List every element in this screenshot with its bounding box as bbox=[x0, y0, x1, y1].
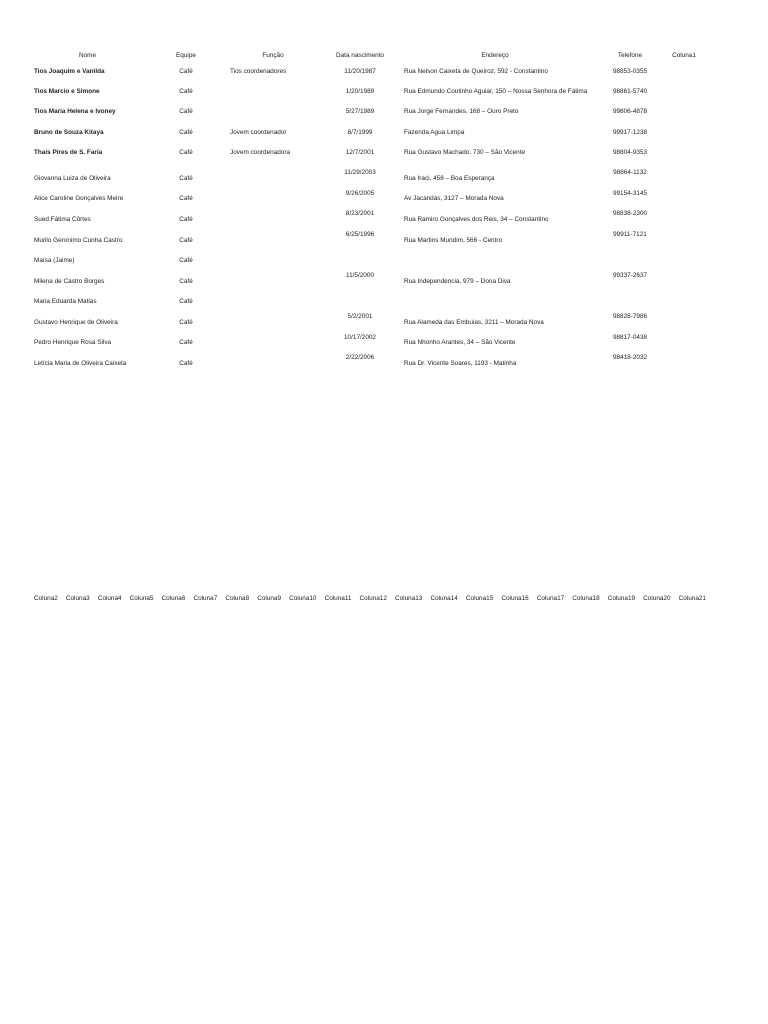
header-coluna1: Coluna1 bbox=[672, 52, 696, 59]
header-endereco: Endereço bbox=[481, 52, 509, 59]
column-header: Coluna16 bbox=[501, 595, 529, 602]
cell-equipe: Café bbox=[179, 68, 193, 75]
cell-endereco: Fazenda Agua Limpa bbox=[404, 129, 465, 136]
column-header: Coluna18 bbox=[572, 595, 600, 602]
cell-equipe: Café bbox=[179, 360, 193, 367]
column-header: Coluna20 bbox=[643, 595, 671, 602]
cell-endereco: Rua Independencia, 979 – Dona Diva bbox=[404, 278, 511, 285]
cell-data: 11/5/2000 bbox=[346, 272, 374, 279]
cell-telefone: 98817-0438 bbox=[612, 334, 648, 341]
cell-nome: Bruno de Souza Kitaya bbox=[34, 129, 104, 136]
column-header: Coluna7 bbox=[193, 595, 218, 602]
column-header: Coluna14 bbox=[430, 595, 458, 602]
cell-endereco: Rua Nelson Caixeta de Queiroz, 592 - Constantino bbox=[404, 68, 548, 75]
column-header: Coluna10 bbox=[289, 595, 317, 602]
cell-telefone: 98838-2300 bbox=[612, 210, 648, 217]
column-header: Coluna17 bbox=[536, 595, 565, 602]
cell-nome: Thaís Pires de S. Faria bbox=[34, 149, 103, 156]
extra-column-headers bbox=[34, 595, 712, 602]
cell-data: 10/17/2002 bbox=[344, 334, 376, 341]
cell-endereco: Rua Dr. Vicente Soares, 1193 - Matinha bbox=[404, 360, 517, 367]
cell-equipe: Café bbox=[179, 108, 193, 115]
cell-nome: Gustavo Henrique de Oliveira bbox=[34, 319, 118, 326]
cell-endereco: Rua Ramiro Gonçalves dos Reis, 34 – Constantino bbox=[404, 216, 549, 223]
column-header: Coluna4 bbox=[97, 595, 122, 602]
cell-data: 11/29/2003 bbox=[344, 169, 376, 176]
column-header: Coluna11 bbox=[324, 595, 352, 602]
cell-nome: Letícia Maria de Oliveira Caixeta bbox=[34, 360, 127, 367]
cell-data: 8/23/2001 bbox=[345, 210, 375, 217]
cell-endereco: Rua Edmundo Coutinho Aguiar, 150 – Nossa Senhora de Fátima bbox=[404, 88, 588, 95]
cell-endereco: Av Jacandás, 3127 – Morada Nova bbox=[404, 195, 504, 202]
column-header: Coluna5 bbox=[129, 595, 154, 602]
cell-funcao: Jovem coordenador bbox=[230, 129, 287, 136]
cell-nome: Tios Maria Helena e Ivoney bbox=[34, 108, 116, 115]
cell-telefone: 98828-7986 bbox=[612, 313, 648, 320]
column-header: Coluna8 bbox=[225, 595, 250, 602]
cell-funcao: Tios coordenadores bbox=[230, 68, 287, 75]
cell-equipe: Café bbox=[179, 149, 193, 156]
cell-data: 5/2/2001 bbox=[347, 313, 373, 320]
column-header: Coluna2 bbox=[34, 595, 58, 602]
column-header: Coluna13 bbox=[395, 595, 423, 602]
cell-endereco: Rua Jorge Fernandes, 168 – Ouro Preto bbox=[404, 108, 519, 115]
column-header: Coluna12 bbox=[359, 595, 387, 602]
column-header: Coluna3 bbox=[65, 595, 90, 602]
column-header: Coluna15 bbox=[465, 595, 494, 602]
cell-equipe: Café bbox=[179, 129, 193, 136]
header-data-nascimento: Data nascimento bbox=[336, 52, 384, 59]
cell-nome: Milena de Castro Borges bbox=[34, 278, 105, 285]
cell-telefone: 98861-5740 bbox=[612, 88, 648, 95]
cell-nome: Murilo Geronimo Cunha Castro bbox=[34, 237, 123, 244]
column-header: Coluna21 bbox=[678, 595, 706, 602]
cell-equipe: Café bbox=[179, 237, 193, 244]
header-telefone: Telefone bbox=[617, 52, 643, 59]
cell-endereco: Rua Gustavo Machado, 730 – São Vicente bbox=[404, 149, 526, 156]
cell-equipe: Café bbox=[179, 278, 193, 285]
cell-endereco: Rua Martins Mundim, 566 - Centro bbox=[404, 237, 503, 244]
column-header: Coluna9 bbox=[257, 595, 282, 602]
cell-equipe: Café bbox=[179, 257, 193, 264]
cell-telefone: 99337-2637 bbox=[612, 272, 648, 279]
cell-data: 1/20/1989 bbox=[345, 88, 375, 95]
cell-telefone: 98864-1132 bbox=[613, 169, 647, 176]
cell-data: 2/22/2006 bbox=[345, 354, 375, 361]
header-equipe: Equipe bbox=[176, 52, 196, 59]
cell-nome: Tios Joaquim e Vanilda bbox=[34, 68, 105, 75]
cell-data: 11/20/1987 bbox=[344, 68, 376, 75]
cell-endereco: Rua Iraci, 458 – Boa Esperança bbox=[404, 175, 495, 182]
column-header: Coluna19 bbox=[607, 595, 636, 602]
cell-nome: Tios Marcio e Simone bbox=[34, 88, 100, 95]
cell-data: 8/7/1999 bbox=[347, 129, 373, 136]
cell-equipe: Café bbox=[179, 339, 193, 346]
header-funcao: Função bbox=[262, 52, 284, 59]
cell-equipe: Café bbox=[179, 216, 193, 223]
cell-telefone: 98853-0355 bbox=[612, 68, 648, 75]
cell-funcao: Jovem coordenadora bbox=[230, 149, 291, 156]
cell-telefone: 99911-7121 bbox=[613, 231, 647, 238]
cell-nome: Alice Caroline Gonçalves Meire bbox=[34, 195, 124, 202]
cell-nome: Maísa (Jaime) bbox=[34, 257, 75, 264]
cell-endereco: Rua Alameda das Embuias, 3211 – Morada Nova bbox=[404, 319, 544, 326]
header-nome: Nome bbox=[78, 52, 97, 59]
cell-equipe: Café bbox=[179, 195, 193, 202]
cell-equipe: Café bbox=[179, 298, 193, 305]
cell-data: 12/7/2001 bbox=[345, 149, 375, 156]
cell-nome: Giovanna Luiza de Oliveira bbox=[34, 175, 111, 182]
cell-endereco: Rua Nhonho Arantes, 34 – São Vicente bbox=[404, 339, 516, 346]
cell-telefone: 99806-4878 bbox=[612, 108, 648, 115]
column-header: Coluna6 bbox=[161, 595, 186, 602]
cell-equipe: Café bbox=[179, 319, 193, 326]
cell-nome: Pedro Henrique Rosa Silva bbox=[34, 339, 112, 346]
cell-equipe: Café bbox=[179, 88, 193, 95]
cell-nome: Sued Fátima Côrtes bbox=[34, 216, 91, 223]
cell-data: 6/25/1996 bbox=[345, 231, 375, 238]
cell-telefone: 99917-1238 bbox=[612, 129, 648, 136]
cell-telefone: 98804-9353 bbox=[612, 149, 648, 156]
cell-telefone: 98418-2032 bbox=[612, 354, 648, 361]
cell-equipe: Café bbox=[179, 175, 193, 182]
cell-telefone: 99154-3145 bbox=[612, 190, 648, 197]
cell-nome: Maria Eduarda Matias bbox=[34, 298, 97, 305]
cell-data: 5/27/1989 bbox=[345, 108, 375, 115]
cell-data: 9/26/2005 bbox=[345, 190, 375, 197]
